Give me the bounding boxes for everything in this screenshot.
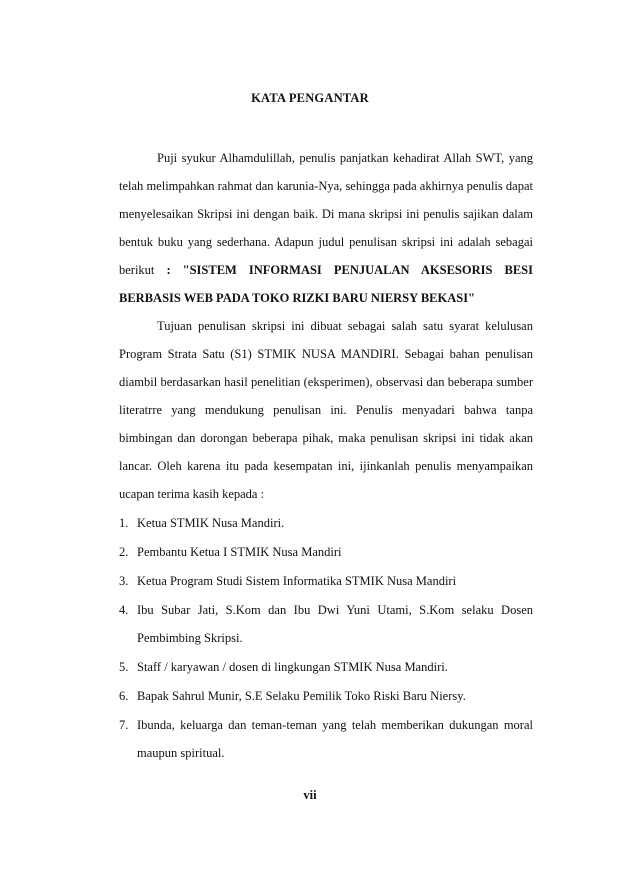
list-item xyxy=(119,596,533,652)
list-item xyxy=(119,682,533,710)
list-item-number: 5. xyxy=(119,660,129,674)
list-item-text: Ketua STMIK Nusa Mandiri. xyxy=(137,516,285,530)
list-item xyxy=(119,567,533,595)
list-item-number: 2. xyxy=(119,545,129,559)
thesis-title: : "SISTEM INFORMASI PENJUALAN AKSESORIS BESI BERBASIS WEB PADA TOKO RIZKI BARU NIERSY BEKASI" xyxy=(119,263,533,305)
thanks-list xyxy=(119,509,533,767)
list-item xyxy=(119,711,533,767)
document-body xyxy=(119,144,533,767)
list-item-number: 6. xyxy=(119,689,129,703)
paragraph-purpose: Tujuan penulisan skripsi ini dibuat sebagai salah satu syarat kelulusan Program Strata Satu (S1) STMIK NUSA MANDIRI. Sebagai bahan penulisan diambil berdasarkan hasil penelitian (eksperimen), observasi dan beberapa sumber literatrre yang mendukung penulisan ini. Penulis menyadari bahwa tanpa bimbingan dan dorongan beberapa pihak, maka penulisan skripsi ini tidak akan lancar. Oleh karena itu pada kesempatan ini, ijinkanlah penulis menyampaikan ucapan terima kasih kepada : xyxy=(119,319,533,501)
list-item-text: Pembantu Ketua I STMIK Nusa Mandiri xyxy=(137,545,342,559)
paragraph-intro-text: Puji syukur Alhamdulillah, penulis panjatkan kehadirat Allah SWT, yang telah melimpahkan rahmat dan karunia-Nya, sehingga pada akhirnya penulis dapat menyelesaikan Skripsi ini dengan baik. Di mana skripsi ini penulis sajikan dalam bentuk buku yang sederhana. Adapun judul penulisan skripsi ini adalah sebagai berikut xyxy=(119,151,533,277)
list-item-number: 3. xyxy=(119,574,129,588)
list-item-text: Bapak Sahrul Munir, S.E Selaku Pemilik Toko Riski Baru Niersy. xyxy=(137,689,466,703)
paragraph-intro xyxy=(119,144,533,312)
list-item-text: Staff / karyawan / dosen di lingkungan STMIK Nusa Mandiri. xyxy=(137,660,448,674)
page-title: KATA PENGANTAR xyxy=(251,91,369,105)
list-item xyxy=(119,509,533,537)
list-item-text: Ibunda, keluarga dan teman-teman yang telah memberikan dukungan moral maupun spiritual. xyxy=(137,718,533,760)
list-item xyxy=(119,653,533,681)
list-item-number: 7. xyxy=(119,718,129,732)
page-number: vii xyxy=(303,788,317,802)
list-item-text: Ketua Program Studi Sistem Informatika STMIK Nusa Mandiri xyxy=(137,574,457,588)
list-item-text: Ibu Subar Jati, S.Kom dan Ibu Dwi Yuni Utami, S.Kom selaku Dosen Pembimbing Skripsi. xyxy=(137,603,533,645)
list-item-number: 4. xyxy=(119,603,129,617)
list-item xyxy=(119,538,533,566)
list-item-number: 1. xyxy=(119,516,129,530)
